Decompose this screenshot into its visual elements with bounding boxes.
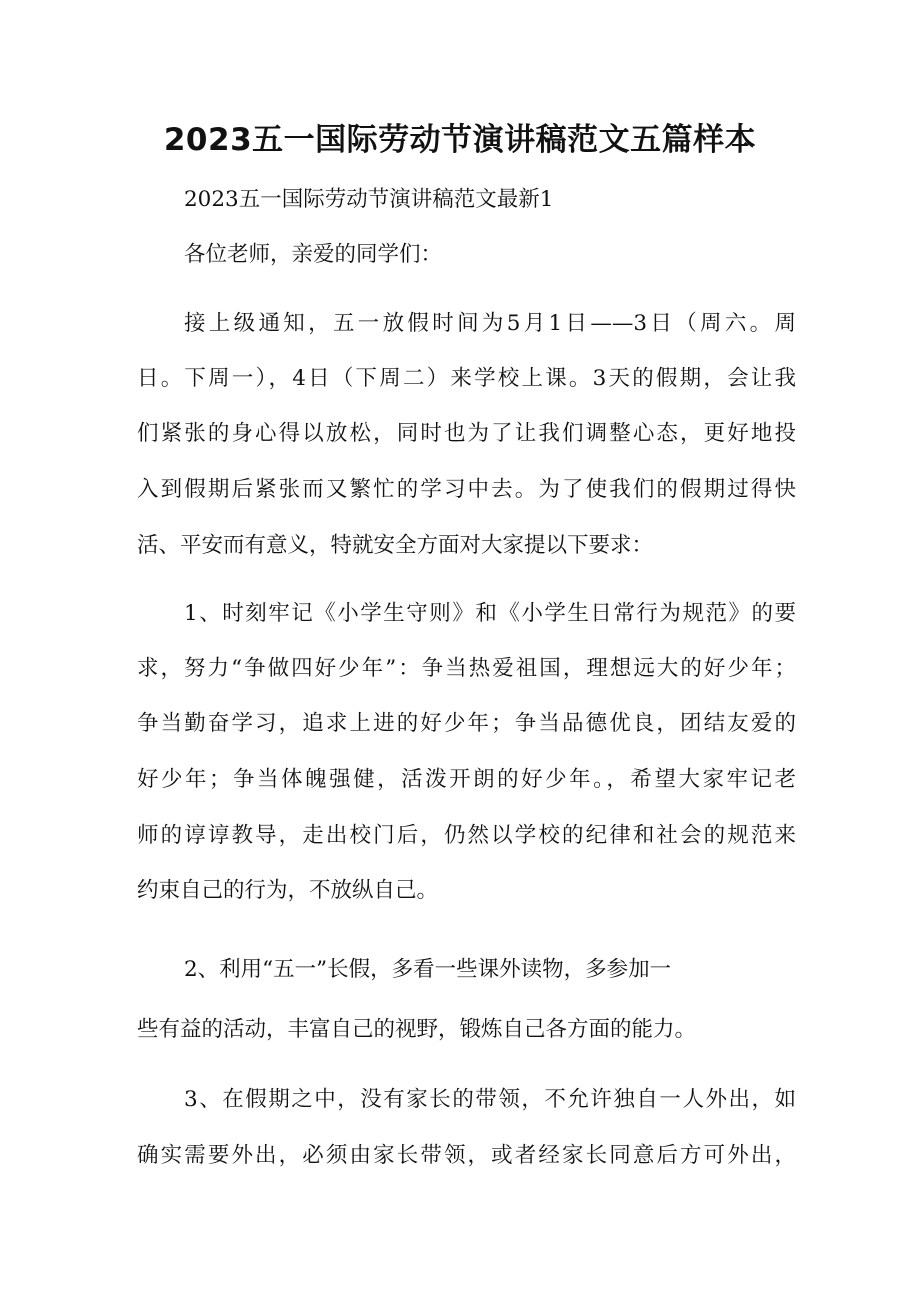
paragraph-2-line-6: 约束自己的行为，不放纵自己。 (137, 878, 439, 903)
paragraph-1-line-1: 接上级通知，五一放假时间为5月1日——3日（周六。周 (184, 311, 796, 336)
paragraph-2-line-5: 师的谆谆教导，走出校门后，仍然以学校的纪律和社会的规范来 (137, 823, 796, 848)
paragraph-3-line-1: 2、利用“五一”长假，多看一些课外读物，多参加一 (184, 957, 672, 982)
paragraph-3-line-2: 些有益的活动，丰富自己的视野，锻炼自己各方面的能力。 (137, 1017, 697, 1042)
paragraph-1-line-2: 日。下周一），4日（下周二）来学校上课。3天的假期，会让我 (137, 366, 796, 391)
subtitle: 2023五一国际劳动节演讲稿范文最新1 (184, 187, 554, 212)
paragraph-1-line-4: 入到假期后紧张而又繁忙的学习中去。为了使我们的假期过得快 (137, 477, 796, 502)
paragraph-1-line-5: 活、平安而有意义，特就安全方面对大家提以下要求： (137, 533, 654, 558)
paragraph-2-line-1: 1、时刻牢记《小学生守则》和《小学生日常行为规范》的要 (184, 601, 796, 626)
document-title: 2023五一国际劳动节演讲稿范文五篇样本 (163, 122, 757, 158)
paragraph-2-line-2: 求，努力“争做四好少年”：争当热爱祖国，理想远大的好少年； (137, 656, 796, 681)
paragraph-4-line-2: 确实需要外出，必须由家长带领，或者经家长同意后方可外出， (137, 1143, 796, 1168)
greeting: 各位老师，亲爱的同学们： (184, 242, 443, 267)
paragraph-4-line-1: 3、在假期之中，没有家长的带领，不允许独自一人外出，如 (184, 1087, 796, 1112)
paragraph-2-line-4: 好少年；争当体魄强健，活泼开朗的好少年。，希望大家牢记老 (137, 767, 796, 792)
paragraph-2-line-3: 争当勤奋学习，追求上进的好少年；争当品德优良，团结友爱的 (137, 711, 796, 736)
paragraph-1-line-3: 们紧张的身心得以放松，同时也为了让我们调整心态，更好地投 (137, 421, 796, 446)
